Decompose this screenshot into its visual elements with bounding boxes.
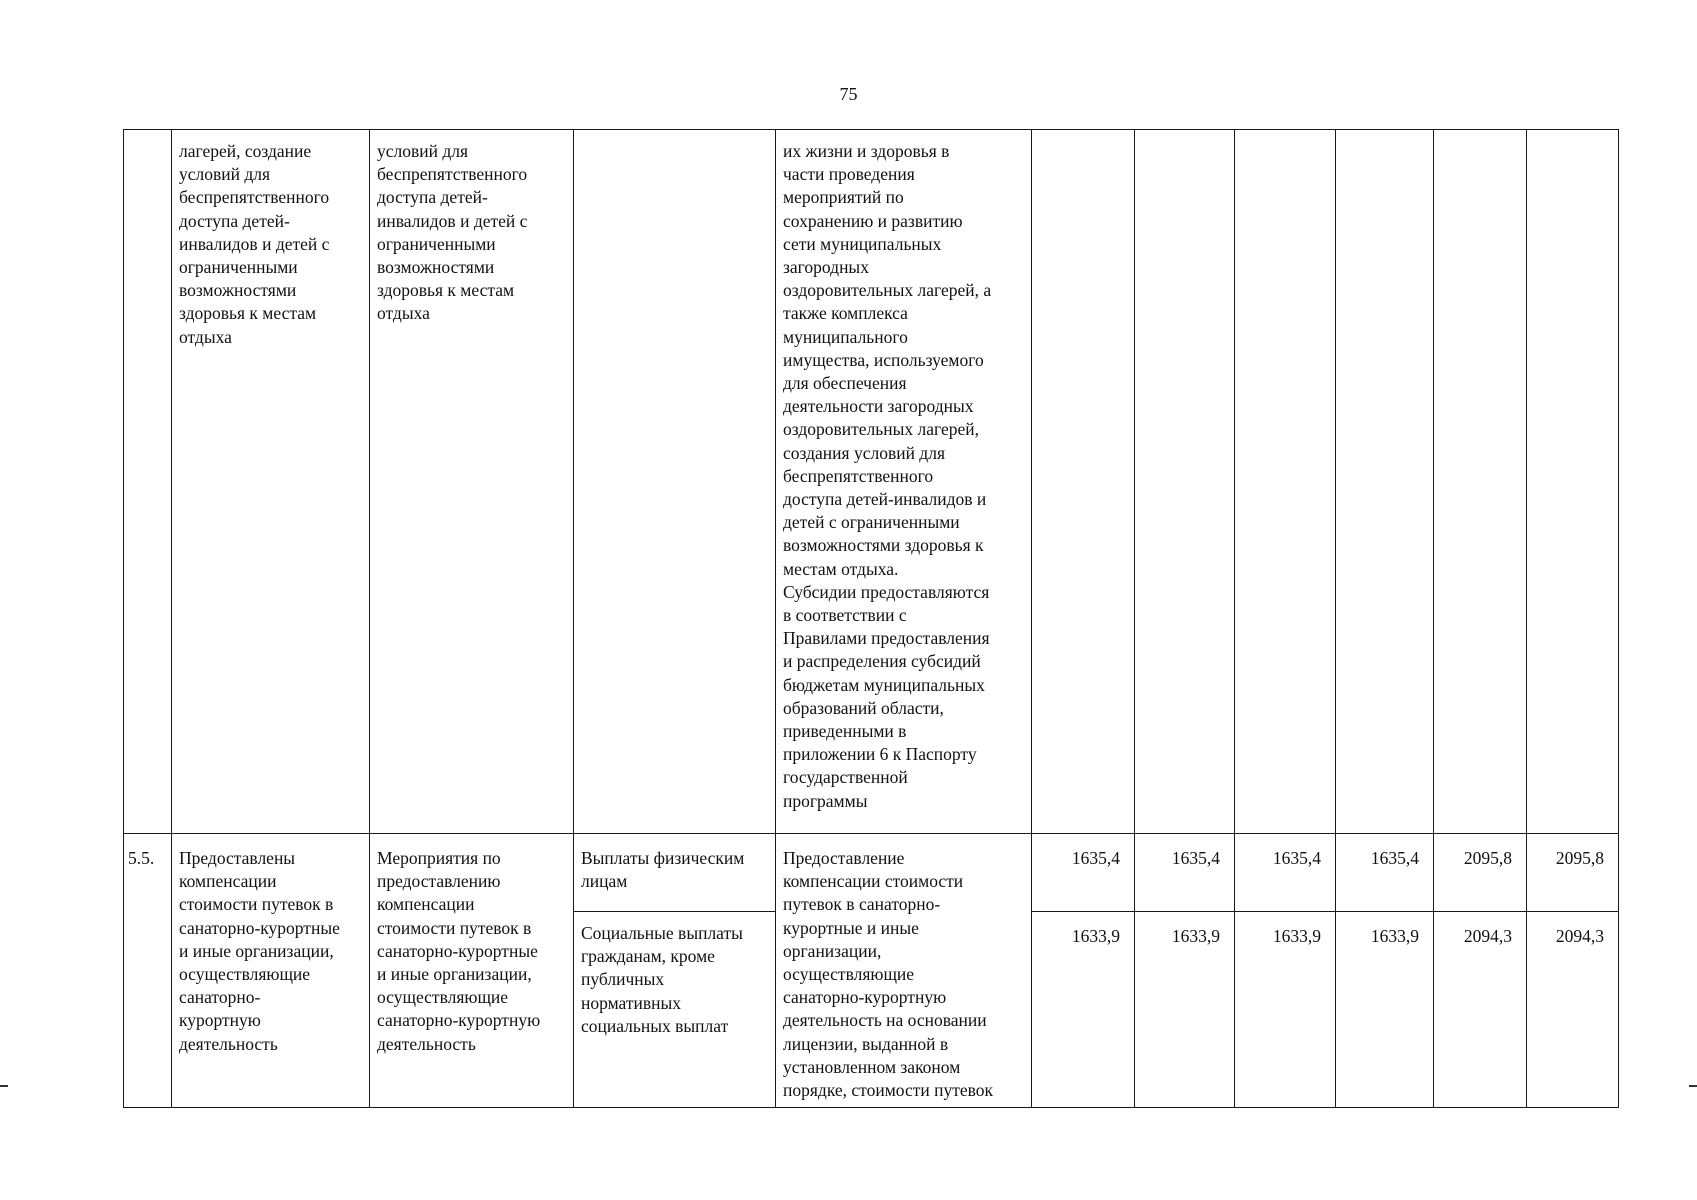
cell-value: 1633,9: [1032, 912, 1135, 1108]
cell-index: [124, 130, 172, 834]
cell-value-empty: [1032, 130, 1135, 834]
cell-result: лагерей, создание условий для беспрепятственного доступа детей- инвалидов и детей с ограниченными возможностями здоровья к местам отдыха: [172, 130, 370, 834]
cell-type: Социальные выплаты гражданам, кроме публичных нормативных социальных выплат: [574, 912, 776, 1108]
cell-type: Выплаты физическим лицам: [574, 834, 776, 912]
page-number: 75: [839, 84, 858, 104]
cell-value: 1633,9: [1336, 912, 1434, 1108]
cell-result: Предоставлены компенсации стоимости путевок в санаторно-курортные и иные организации, осуществляющие санаторно- курортную деятельность: [172, 834, 370, 1108]
cell-description: Предоставление компенсации стоимости путевок в санаторно- курортные и иные организации, осуществляющие санаторно-курортную деятельность на основании лицензии, выданной в установленном законом порядке, стоимости путевок: [776, 834, 1032, 1108]
right-margin-mark: [1689, 1085, 1697, 1087]
cell-value: 1635,4: [1032, 834, 1135, 912]
table-row-continued: [124, 130, 1619, 834]
cell-value-empty: [1135, 130, 1235, 834]
cell-activity: условий для беспрепятственного доступа детей- инвалидов и детей с ограниченными возможностями здоровья к местам отдыха: [370, 130, 574, 834]
cell-value-empty: [1235, 130, 1336, 834]
cell-value: 2094,3: [1527, 912, 1619, 1108]
cell-value-empty: [1336, 130, 1434, 834]
cell-description: их жизни и здоровья в части проведения мероприятий по сохранению и развитию сети муниципальных загородных оздоровительных лагерей, а также комплекса муниципального имущества, используемого для обеспечения деятельности загородных оздоровительных лагерей, создания условий для беспрепятственного доступа детей-инвалидов и детей с ограниченными возможностями здоровья к местам отдыха. Субсидии предоставляются в соответствии с Правилами предоставления и распределения субсидий бюджетам муниципальных образований области, приведенными в приложении 6 к Паспорту государственной программы: [776, 130, 1032, 834]
cell-value: 2095,8: [1434, 834, 1527, 912]
cell-value-empty: [1434, 130, 1527, 834]
left-margin-mark: [0, 1085, 8, 1087]
cell-value: 1635,4: [1135, 834, 1235, 912]
cell-value-empty: [1527, 130, 1619, 834]
cell-type: [574, 130, 776, 834]
cell-value: 2094,3: [1434, 912, 1527, 1108]
cell-value: 1633,9: [1135, 912, 1235, 1108]
cell-value: 1635,4: [1336, 834, 1434, 912]
table-row-5-5-a: [124, 834, 1619, 912]
cell-value: 1635,4: [1235, 834, 1336, 912]
cell-index: 5.5.: [124, 834, 172, 1108]
program-table: [123, 129, 1619, 1108]
cell-value: 2095,8: [1527, 834, 1619, 912]
cell-activity: Мероприятия по предоставлению компенсации стоимости путевок в санаторно-курортные и иные организации, осуществляющие санаторно-курортную деятельность: [370, 834, 574, 1108]
cell-value: 1633,9: [1235, 912, 1336, 1108]
